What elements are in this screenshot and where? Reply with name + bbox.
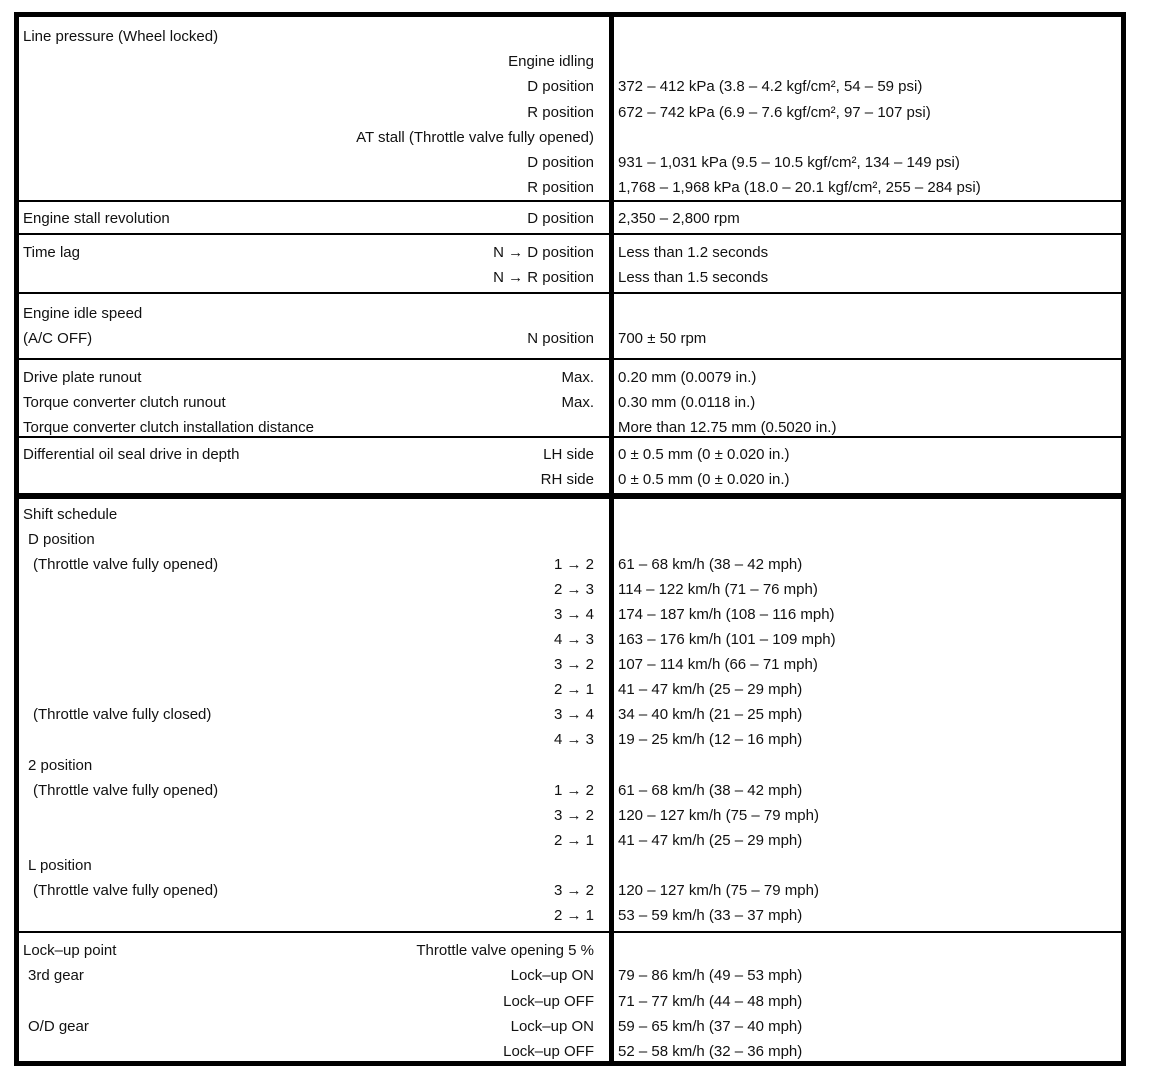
spec-condition: LH side	[543, 446, 594, 463]
spec-section	[19, 294, 1121, 360]
spec-condition: D position	[527, 154, 594, 171]
spec-condition: Lock–up OFF	[503, 1043, 594, 1061]
spec-value: 71 – 77 km/h (44 – 48 mph)	[618, 992, 803, 1010]
table-row	[19, 125, 1121, 150]
spec-item-label: Engine stall revolution	[23, 210, 170, 227]
spec-condition: D position	[527, 78, 594, 96]
spec-condition: 1 → 2	[553, 781, 594, 799]
table-row	[19, 527, 1121, 552]
spec-value: Less than 1.5 seconds	[618, 269, 769, 286]
spec-value: 0 ± 0.5 mm (0 ± 0.020 in.)	[618, 471, 790, 488]
spec-condition: Engine idling	[508, 53, 594, 71]
spec-condition: 3 → 4	[553, 606, 594, 624]
spec-item-label: Torque converter clutch runout	[23, 394, 226, 411]
spec-section	[19, 499, 1121, 933]
table-row	[19, 442, 1121, 467]
spec-item-label: (Throttle valve fully opened)	[33, 781, 219, 799]
table-row	[19, 552, 1121, 577]
spec-condition: 3 → 4	[553, 706, 594, 724]
table-row	[19, 467, 1121, 492]
spec-condition: RH side	[540, 471, 594, 488]
table-row	[19, 390, 1121, 415]
spec-value: 2,350 – 2,800 rpm	[618, 210, 740, 227]
spec-condition: 2 → 1	[553, 906, 594, 924]
spec-value: 0.20 mm (0.0079 in.)	[618, 369, 757, 386]
spec-item-label: Engine idle speed	[23, 305, 143, 322]
table-row	[19, 502, 1121, 527]
spec-condition: 3 → 2	[553, 881, 594, 899]
table-row	[19, 627, 1121, 652]
spec-value: 163 – 176 km/h (101 – 109 mph)	[618, 631, 836, 649]
spec-item-label: Lock–up point	[23, 942, 117, 959]
spec-condition: N → R position	[493, 269, 594, 286]
spec-value: Less than 1.2 seconds	[618, 244, 769, 261]
spec-value: 79 – 86 km/h (49 – 53 mph)	[618, 967, 803, 985]
table-row	[19, 1014, 1121, 1039]
spec-value: 34 – 40 km/h (21 – 25 mph)	[618, 706, 803, 724]
spec-condition: 2 → 1	[553, 831, 594, 849]
table-row	[19, 677, 1121, 702]
spec-value: 174 – 187 km/h (108 – 116 mph)	[618, 606, 835, 624]
spec-condition: 2 → 3	[553, 581, 594, 599]
spec-condition: Lock–up OFF	[503, 992, 594, 1010]
table-row	[19, 803, 1121, 828]
spec-value: More than 12.75 mm (0.5020 in.)	[618, 419, 837, 436]
spec-item-label: Differential oil seal drive in depth	[23, 446, 240, 463]
spec-section	[19, 438, 1121, 494]
spec-value: 41 – 47 km/h (25 – 29 mph)	[618, 831, 803, 849]
spec-condition: R position	[527, 179, 594, 197]
spec-item-label: (Throttle valve fully closed)	[33, 706, 212, 724]
table-row	[19, 301, 1121, 326]
table-row	[19, 903, 1121, 928]
spec-item-label: (A/C OFF)	[23, 330, 93, 347]
spec-item-label: Drive plate runout	[23, 369, 142, 386]
spec-section	[19, 17, 1121, 202]
spec-value: 61 – 68 km/h (38 – 42 mph)	[618, 556, 803, 574]
table-row	[19, 150, 1121, 175]
spec-condition: 4 → 3	[553, 631, 594, 649]
spec-condition: Throttle valve opening 5 %	[416, 942, 594, 959]
table-row	[19, 365, 1121, 390]
spec-condition: 3 → 2	[553, 656, 594, 674]
spec-condition: 2 → 1	[553, 681, 594, 699]
spec-condition: AT stall (Throttle valve fully opened)	[356, 128, 594, 146]
table-row	[19, 828, 1121, 853]
table-row	[19, 326, 1121, 351]
spec-item-label: Line pressure (Wheel locked)	[23, 28, 219, 45]
spec-condition: R position	[527, 103, 594, 121]
spec-value: 53 – 59 km/h (33 – 37 mph)	[618, 906, 803, 924]
spec-section	[19, 360, 1121, 438]
spec-table	[14, 12, 1126, 1066]
spec-item-label: D position	[28, 531, 95, 549]
spec-value: 120 – 127 km/h (75 – 79 mph)	[618, 881, 819, 899]
spec-value: 0.30 mm (0.0118 in.)	[618, 394, 756, 411]
table-row	[19, 753, 1121, 778]
table-row	[19, 938, 1121, 963]
spec-value: 1,768 – 1,968 kPa (18.0 – 20.1 kgf/cm², 255 – 284 psi)	[618, 179, 981, 197]
table-row	[19, 727, 1121, 752]
spec-value: 372 – 412 kPa (3.8 – 4.2 kgf/cm², 54 – 59 psi)	[618, 78, 923, 96]
spec-item-label: O/D gear	[28, 1017, 89, 1035]
table-row	[19, 24, 1121, 49]
table-row	[19, 206, 1121, 231]
spec-condition: Max.	[561, 394, 594, 411]
table-row	[19, 702, 1121, 727]
spec-value: 700 ± 50 rpm	[618, 330, 707, 347]
spec-condition: 3 → 2	[553, 806, 594, 824]
spec-section	[19, 202, 1121, 235]
spec-item-label: L position	[28, 856, 92, 874]
spec-condition: N → D position	[493, 244, 594, 261]
table-row	[19, 577, 1121, 602]
spec-value: 41 – 47 km/h (25 – 29 mph)	[618, 681, 803, 699]
spec-item-label: Torque converter clutch installation distance	[23, 419, 314, 436]
spec-value: 52 – 58 km/h (32 – 36 mph)	[618, 1043, 803, 1061]
table-row	[19, 963, 1121, 988]
spec-value: 0 ± 0.5 mm (0 ± 0.020 in.)	[618, 446, 790, 463]
table-row	[19, 1039, 1121, 1064]
table-row	[19, 74, 1121, 99]
spec-item-label: 3rd gear	[28, 967, 84, 985]
spec-section	[19, 235, 1121, 294]
table-row	[19, 265, 1121, 290]
spec-value: 107 – 114 km/h (66 – 71 mph)	[618, 656, 818, 674]
spec-condition: 1 → 2	[553, 556, 594, 574]
table-row	[19, 49, 1121, 74]
spec-section	[19, 933, 1121, 1066]
spec-item-label: Shift schedule	[23, 506, 118, 523]
spec-condition: Lock–up ON	[510, 1017, 594, 1035]
table-row	[19, 240, 1121, 265]
spec-value: 19 – 25 km/h (12 – 16 mph)	[618, 731, 803, 749]
spec-item-label: (Throttle valve fully opened)	[33, 556, 219, 574]
table-row	[19, 989, 1121, 1014]
table-row	[19, 878, 1121, 903]
spec-condition: N position	[527, 330, 594, 347]
spec-value: 114 – 122 km/h (71 – 76 mph)	[618, 581, 818, 599]
table-row	[19, 602, 1121, 627]
table-row	[19, 175, 1121, 200]
spec-item-label: (Throttle valve fully opened)	[33, 881, 219, 899]
table-row	[19, 100, 1121, 125]
spec-value: 931 – 1,031 kPa (9.5 – 10.5 kgf/cm², 134 – 149 psi)	[618, 154, 960, 171]
table-row	[19, 853, 1121, 878]
spec-condition: D position	[527, 210, 594, 227]
spec-item-label: Time lag	[23, 244, 80, 261]
spec-condition: Max.	[561, 369, 594, 386]
spec-value: 61 – 68 km/h (38 – 42 mph)	[618, 781, 803, 799]
spec-item-label: 2 position	[28, 756, 93, 774]
spec-condition: Lock–up ON	[510, 967, 594, 985]
table-row	[19, 415, 1121, 440]
table-row	[19, 778, 1121, 803]
spec-condition: 4 → 3	[553, 731, 594, 749]
spec-value: 120 – 127 km/h (75 – 79 mph)	[618, 806, 819, 824]
spec-value: 672 – 742 kPa (6.9 – 7.6 kgf/cm², 97 – 107 psi)	[618, 103, 931, 121]
table-row	[19, 652, 1121, 677]
spec-value: 59 – 65 km/h (37 – 40 mph)	[618, 1017, 803, 1035]
